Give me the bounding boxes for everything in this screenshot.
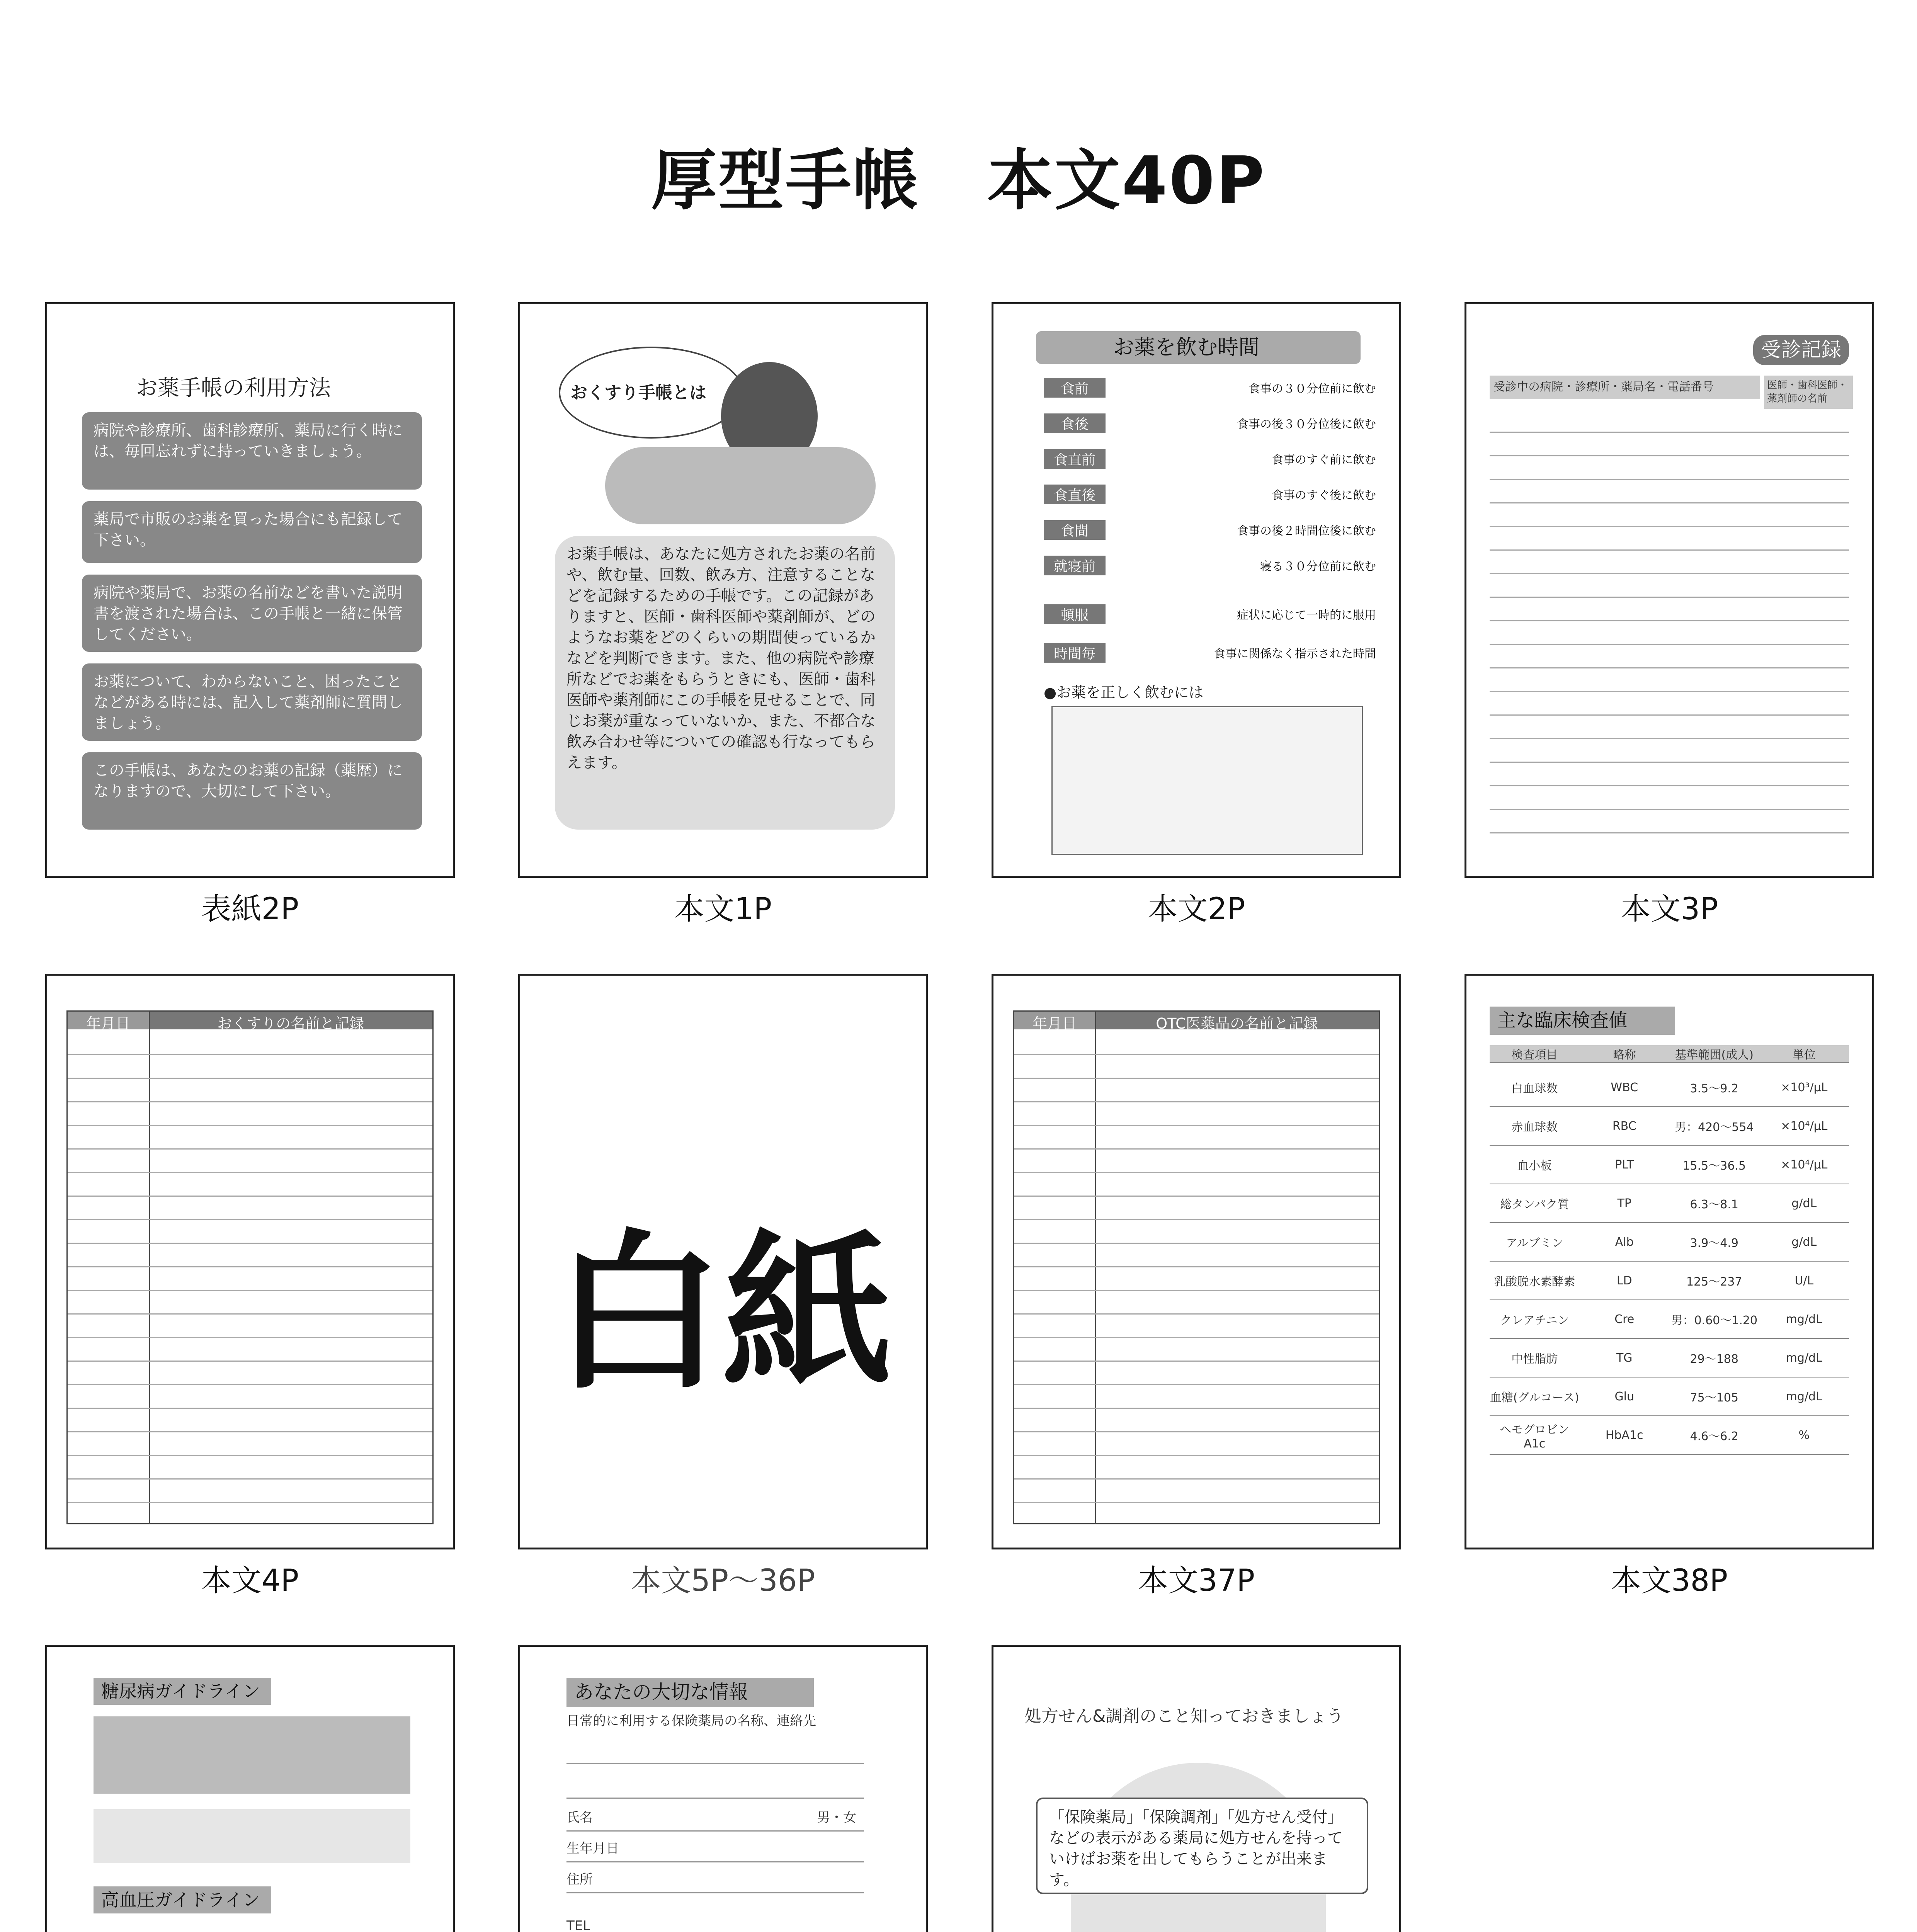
timing-row: 食直前 食事のすぐ前に飲む <box>1044 441 1376 476</box>
field-label: 生年月日 <box>566 1841 619 1856</box>
table-row: 乳酸脱水素酵素 LD 125〜237 U/L <box>1490 1262 1849 1300</box>
timing-row: 就寝前 寝る３０分位前に飲む <box>1044 548 1376 583</box>
cloud-icon <box>605 447 876 524</box>
thumb-heading: あなたの大切な情報 <box>566 1678 814 1707</box>
caption: 本文3P <box>1620 892 1718 927</box>
caption: 本文5P〜36P <box>631 1563 815 1598</box>
page-title: 厚型手帳 本文40P <box>651 143 1266 219</box>
thumb-subheading: 日常的に利用する保険薬局の名称、連絡先 <box>566 1713 816 1729</box>
page-thumb-cover2 <box>45 302 455 878</box>
timing-list <box>1044 370 1376 672</box>
record-grid <box>66 1010 434 1524</box>
page-thumb-body1 <box>518 302 928 878</box>
record-grid <box>1013 1010 1380 1524</box>
table-row: 総タンパク質 TP 6.3〜8.1 g/dL <box>1490 1184 1849 1223</box>
field-label: 住所 <box>566 1872 593 1887</box>
caption: 本文2P <box>1147 892 1245 927</box>
timing-row: 食後 食事の後３０分位後に飲む <box>1044 405 1376 441</box>
column-header: 年月日 <box>68 1012 149 1029</box>
thumb-box: 病院や診療所、歯科診療所、薬局に行く時には、毎回忘れずに持っていきましょう。 <box>82 412 422 490</box>
thumb-heading: お薬手帳の利用方法 <box>136 376 331 401</box>
ruled-lines <box>1014 1054 1379 1526</box>
thumb-heading: 糖尿病ガイドライン <box>94 1678 271 1705</box>
thumb-heading: 主な臨床検査値 <box>1490 1007 1675 1035</box>
thumb-box: この手帳は、あなたのお薬の記録（薬歴）になりますので、大切にして下さい。 <box>82 752 422 830</box>
timing-row: 食間 食事の後２時間位後に飲む <box>1044 512 1376 548</box>
column-header: 年月日 <box>1014 1012 1095 1029</box>
page-thumb-body4 <box>45 974 455 1549</box>
caption: 本文37P <box>1138 1563 1255 1598</box>
timing-row: 食直後 食事のすぐ後に飲む <box>1044 476 1376 512</box>
ruled-lines <box>1490 432 1849 856</box>
table-header-row: 検査項目 略称 基準範囲(成人) 単位 <box>1490 1045 1849 1063</box>
blank-label: 白紙 <box>553 1214 893 1412</box>
lab-table <box>1466 1068 1872 1455</box>
thumb-box: お薬について、わからないこと、困ったことなどがある時には、記入して薬剤師に質問しましょう。 <box>82 663 422 741</box>
table-row: ヘモグロビンA1c HbA1c 4.6〜6.2 % <box>1490 1416 1849 1455</box>
caption: 表紙2P <box>201 892 299 927</box>
glucose-targets <box>94 1716 410 1794</box>
thumb-subheading: ●お薬を正しく飲むには <box>1044 684 1204 701</box>
table-row: 赤血球数 RBC 男：420〜554 ×10⁴/μL <box>1490 1107 1849 1146</box>
ruled-lines <box>68 1054 432 1526</box>
caption: 本文4P <box>201 1563 299 1598</box>
page-thumb-blank <box>518 974 928 1549</box>
thumb-heading: おくすり手帳とは <box>570 383 706 403</box>
caption: 本文1P <box>674 892 772 927</box>
thumb-body: お薬手帳は、あなたに処方されたお薬の名前や、飲む量、回数、飲み方、注意することなどを記録するための手帳です。この記録がありますと、医師・歯科医師や薬剤師が、どのようなお薬をどのくらいの期間使っているかなどを判断できます。また、他の病院や診療所などでお薬をもらうときにも、医師・歯科医師や薬剤師にこの手帳を見せることで、同じお薬が重なっていないか、また、不都合な飲み合わせ等についての確認も行なってもらえます。 <box>555 536 895 830</box>
column-header: おくすりの名前と記録 <box>149 1012 432 1029</box>
page-thumb-body38 <box>1465 974 1874 1549</box>
page-thumb-body37 <box>992 974 1401 1549</box>
field-label: TEL <box>566 1918 590 1932</box>
table-row: 白血球数 WBC 3.5〜9.2 ×10³/μL <box>1490 1068 1849 1107</box>
table-row: 血糖(グルコース) Glu 75〜105 mg/dL <box>1490 1378 1849 1416</box>
thumb-heading: 処方せん&調剤のこと知っておきましょう <box>1024 1706 1344 1726</box>
page-thumb-body40 <box>518 1645 928 1932</box>
page-thumb-body3 <box>1465 302 1874 878</box>
table-row: クレアチニン Cre 男：0.60〜1.20 mg/dL <box>1490 1300 1849 1339</box>
timing-row: 頓服 症状に応じて一時的に服用 <box>1044 595 1376 633</box>
thumb-heading: 高血圧ガイドライン <box>94 1886 271 1913</box>
instruction-box <box>1051 706 1363 855</box>
column-header: 受診中の病院・診療所・薬局名・電話番号 <box>1490 376 1760 399</box>
notes-block <box>94 1809 410 1863</box>
column-header: OTC医薬品の名前と記録 <box>1095 1012 1379 1029</box>
timing-row: 時間毎 食事に関係なく指示された時間 <box>1044 633 1376 672</box>
table-row: 中性脂肪 TG 29〜188 mg/dL <box>1490 1339 1849 1378</box>
timing-row: 食前 食事の３０分位前に飲む <box>1044 370 1376 405</box>
caption: 本文38P <box>1611 1563 1728 1598</box>
column-header: 医師・歯科医師・薬剤師の名前 <box>1764 376 1853 409</box>
table-row: アルブミン Alb 3.9〜4.9 g/dL <box>1490 1223 1849 1262</box>
thumb-box: 「保険薬局」「保険調剤」「処方せん受付」などの表示がある薬局に処方せんを持っていけばお薬を出してもらうことが出来ます。 <box>1036 1798 1368 1894</box>
thumb-box: 病院や薬局で、お薬の名前などを書いた説明書を渡された場合は、この手帳と一緒に保管してください。 <box>82 575 422 652</box>
thumb-heading: お薬を飲む時間 <box>1036 331 1361 364</box>
page-thumb-cover3 <box>992 1645 1401 1932</box>
table-row: 血小板 PLT 15.5〜36.5 ×10⁴/μL <box>1490 1146 1849 1184</box>
thumb-box: 薬局で市販のお薬を買った場合にも記録して下さい。 <box>82 501 422 563</box>
gender-label: 男・女 <box>817 1810 856 1825</box>
page-thumb-body2 <box>992 302 1401 878</box>
thumb-heading: 受診記録 <box>1753 335 1849 365</box>
page-thumb-body39 <box>45 1645 455 1932</box>
field-label: 氏名 <box>566 1810 593 1825</box>
